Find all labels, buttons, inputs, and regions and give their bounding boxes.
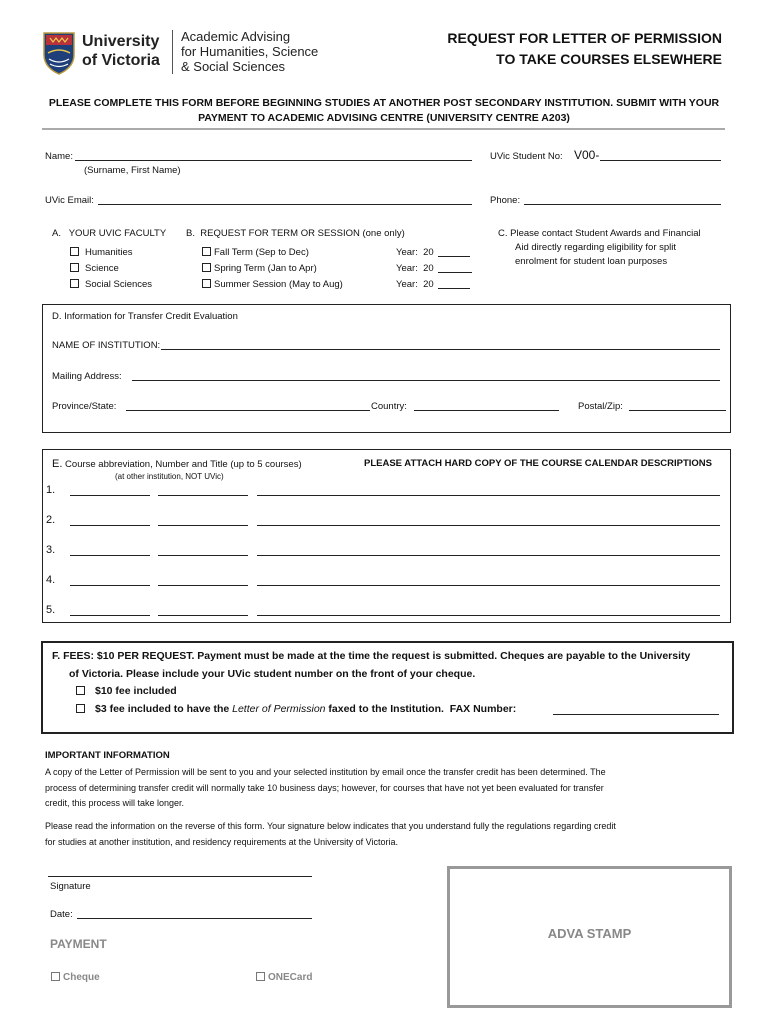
- payment-option-cheque[interactable]: [51, 972, 100, 983]
- department-name: [181, 29, 318, 74]
- year-field[interactable]: [438, 272, 472, 273]
- notice-line1: PLEASE COMPLETE THIS FORM BEFORE BEGINNING STUDIES AT ANOTHER POST SECONDARY INSTITUTION. SUBMIT WITH YOUR: [48, 97, 720, 109]
- course-title-field[interactable]: [257, 615, 720, 616]
- checkbox-icon: [202, 279, 211, 288]
- signature-label: Signature: [50, 881, 91, 892]
- title-line1: REQUEST FOR LETTER OF PERMISSION: [447, 30, 722, 46]
- course-number-field[interactable]: [158, 615, 248, 616]
- course-title-field[interactable]: [257, 525, 720, 526]
- form-title: [447, 28, 722, 70]
- checkbox-icon: [70, 263, 79, 272]
- notice-divider: [42, 128, 725, 130]
- fee-option-label: $3 fee included to have the: [95, 703, 233, 715]
- section-e-subtitle: (at other institution, NOT UVic): [115, 472, 224, 481]
- course-row-number: 4.: [46, 574, 56, 586]
- course-row-number: 5.: [46, 604, 56, 616]
- course-title-field[interactable]: [257, 495, 720, 496]
- adva-stamp-label: ADVA STAMP: [547, 926, 632, 941]
- course-abbrev-field[interactable]: [70, 615, 150, 616]
- faculty-label: Humanities: [85, 247, 133, 258]
- province-field[interactable]: [126, 410, 370, 411]
- fees-line1: F. FEES: $10 PER REQUEST. Payment must be made at the time the request is submitted. Cheques are payable to the University: [52, 650, 691, 662]
- year-label: Year: 20: [396, 247, 434, 258]
- course-number-field[interactable]: [158, 525, 248, 526]
- name-label: Name:: [45, 151, 73, 162]
- faculty-option-science[interactable]: [70, 263, 119, 274]
- term-label: Fall Term (Sep to Dec): [214, 247, 309, 258]
- student-no-label: UVic Student No:: [490, 151, 563, 162]
- term-option-fall[interactable]: [202, 247, 309, 258]
- date-label: Date:: [50, 909, 73, 920]
- student-no-prefix: V00-: [574, 148, 600, 162]
- country-field[interactable]: [414, 410, 559, 411]
- section-d-box: [42, 304, 731, 433]
- university-logo: [42, 31, 168, 75]
- phone-field[interactable]: [524, 204, 721, 205]
- faculty-option-social-sciences[interactable]: [70, 279, 152, 290]
- important-title: IMPORTANT INFORMATION: [45, 750, 170, 761]
- fee-option-10[interactable]: [76, 682, 177, 700]
- date-field[interactable]: [77, 918, 312, 919]
- attach-note: PLEASE ATTACH HARD COPY OF THE COURSE CALENDAR DESCRIPTIONS: [364, 458, 713, 469]
- course-row-number: 3.: [46, 544, 56, 556]
- checkbox-icon: [76, 704, 85, 713]
- checkbox-icon: [202, 263, 211, 272]
- faculty-option-humanities[interactable]: [70, 247, 133, 258]
- fees-line2: of Victoria. Please include your UVic student number on the front of your cheque.: [69, 668, 476, 680]
- university-name-line2: of Victoria: [82, 52, 160, 69]
- instruction-notice: [30, 96, 738, 126]
- logo-divider: [172, 30, 173, 74]
- term-option-spring[interactable]: [202, 263, 317, 274]
- course-abbrev-field[interactable]: [70, 495, 150, 496]
- title-line2: TO TAKE COURSES ELSEWHERE: [496, 51, 722, 67]
- term-label: Spring Term (Jan to Apr): [214, 263, 317, 274]
- postal-field[interactable]: [629, 410, 726, 411]
- email-label: UVic Email:: [45, 195, 94, 206]
- checkbox-icon: [70, 247, 79, 256]
- postal-label: Postal/Zip:: [578, 401, 623, 412]
- faculty-label: Social Sciences: [85, 279, 153, 290]
- dept-line3: & Social Sciences: [181, 59, 286, 74]
- fees-text: [52, 647, 728, 683]
- fee-option-label-suffix: faxed to the Institution. FAX Number:: [325, 703, 517, 715]
- mailing-address-field[interactable]: [132, 380, 720, 381]
- name-hint: (Surname, First Name): [84, 165, 181, 176]
- dept-line2: for Humanities, Science: [181, 44, 319, 59]
- important-p1-line1: A copy of the Letter of Permission will be sent to you and your selected institution by email once the transfer credit has been determined. The: [45, 767, 606, 777]
- year-label: Year: 20: [396, 263, 434, 274]
- course-number-field[interactable]: [158, 585, 248, 586]
- checkbox-icon: [76, 686, 85, 695]
- institution-field[interactable]: [161, 349, 720, 350]
- fee-option-emphasis: Letter of Permission: [232, 703, 326, 715]
- payment-option-label: Cheque: [63, 972, 100, 983]
- section-a-title: A. YOUR UVIC FACULTY: [52, 228, 167, 239]
- course-number-field[interactable]: [158, 555, 248, 556]
- course-title-field[interactable]: [257, 585, 720, 586]
- payment-label: PAYMENT: [50, 937, 107, 951]
- section-c-note: [498, 227, 701, 269]
- section-e-prefix: E.: [52, 458, 63, 470]
- notice-line2: PAYMENT TO ACADEMIC ADVISING CENTRE (UNIVERSITY CENTRE A203): [198, 112, 570, 124]
- year-label: Year: 20: [396, 279, 434, 290]
- section-e-title: [52, 458, 302, 470]
- important-p2-line1: Please read the information on the reverse of this form. Your signature below indicates that you understand fully the regulations regarding credit: [45, 821, 616, 831]
- fee-option-3-fax[interactable]: [76, 700, 516, 718]
- phone-label: Phone:: [490, 195, 521, 206]
- section-c-line1: C. Please contact Student Awards and Financial: [498, 228, 701, 239]
- fax-number-field[interactable]: [553, 714, 719, 715]
- signature-field[interactable]: [48, 876, 312, 877]
- email-field[interactable]: [98, 204, 472, 205]
- country-label: Country:: [371, 401, 407, 412]
- name-field[interactable]: [75, 160, 472, 161]
- year-field[interactable]: [438, 288, 470, 289]
- section-c-line3: enrolment for student loan purposes: [515, 256, 668, 267]
- checkbox-icon: [51, 972, 60, 981]
- course-abbrev-field[interactable]: [70, 525, 150, 526]
- year-field[interactable]: [438, 256, 470, 257]
- course-number-field[interactable]: [158, 495, 248, 496]
- province-label: Province/State:: [52, 401, 117, 412]
- payment-option-label: ONECard: [268, 972, 313, 983]
- student-no-field[interactable]: [600, 160, 721, 161]
- checkbox-icon: [256, 972, 265, 981]
- checkbox-icon: [202, 247, 211, 256]
- institution-label: NAME OF INSTITUTION:: [52, 340, 161, 351]
- checkbox-icon: [70, 279, 79, 288]
- dept-line1: Academic Advising: [181, 29, 291, 44]
- crest-icon: [42, 31, 76, 75]
- important-paragraph-2: [45, 819, 735, 850]
- course-abbrev-field[interactable]: [70, 555, 150, 556]
- section-d-title: D. Information for Transfer Credit Evaluation: [52, 311, 238, 322]
- course-row-number: 2.: [46, 514, 56, 526]
- faculty-label: Science: [85, 263, 119, 274]
- fee-option-label: $10 fee included: [95, 685, 177, 697]
- term-label: Summer Session (May to Aug): [214, 279, 343, 290]
- section-c-line2: Aid directly regarding eligibility for split: [515, 242, 677, 253]
- payment-option-onecard[interactable]: [256, 972, 312, 983]
- course-title-field[interactable]: [257, 555, 720, 556]
- mailing-address-label: Mailing Address:: [52, 371, 122, 382]
- term-option-summer[interactable]: [202, 279, 343, 290]
- course-abbrev-field[interactable]: [70, 585, 150, 586]
- course-row-number: 1.: [46, 484, 56, 496]
- section-e-title-text: Course abbreviation, Number and Title (up to 5 courses): [65, 459, 302, 470]
- important-p1-line3: credit, this process will take longer.: [45, 798, 185, 808]
- important-paragraph-1: [45, 765, 735, 812]
- important-p2-line2: for studies at another institution, and residency requirements at the University of Victoria.: [45, 836, 399, 847]
- section-b-title: B. REQUEST FOR TERM OR SESSION (one only): [186, 228, 405, 239]
- important-p1-line2: process of determining transfer credit will normally take 10 business days; however, for courses that have not yet been evaluated for transfer: [45, 782, 604, 793]
- university-name-line1: University: [82, 33, 160, 50]
